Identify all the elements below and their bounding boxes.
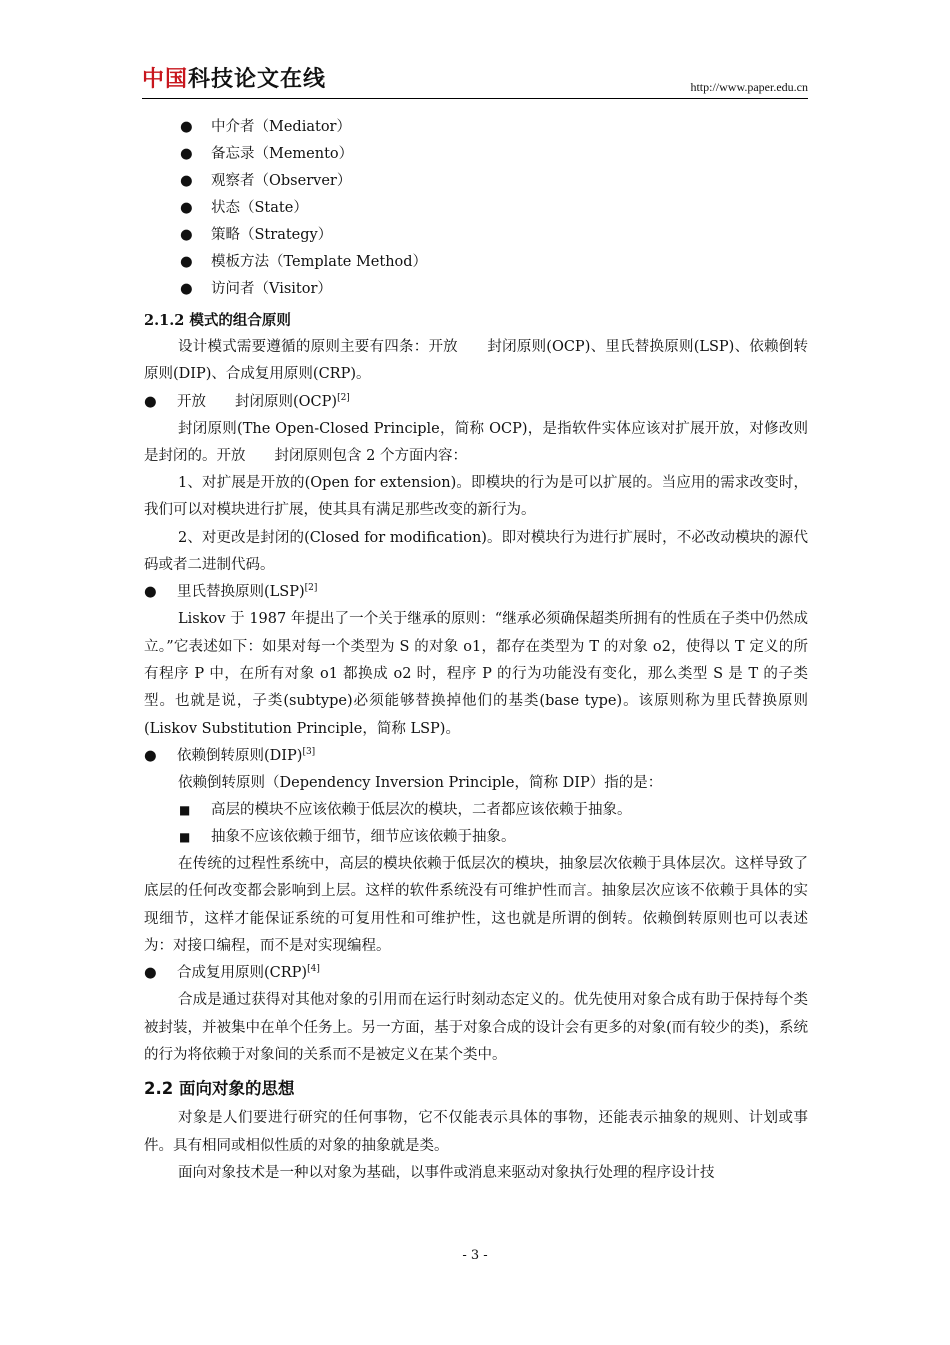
list-item: ● 策略（Strategy） bbox=[144, 222, 808, 249]
principles-intro: 设计模式需要遵循的原则主要有四条：开放 封闭原则(OCP)、里氏替换原则(LSP)、依赖倒转原则(DIP)、合成复用原则(CRP)。 bbox=[144, 339, 808, 383]
list-item: ● 备忘录（Memento） bbox=[144, 141, 808, 168]
bullet-icon: ● bbox=[144, 747, 157, 764]
bullet-icon: ● bbox=[180, 254, 193, 270]
lsp-heading: ● 里氏替换原则(LSP)[2] bbox=[144, 579, 808, 606]
ocp-heading: ● 开放 封闭原则(OCP)[2] bbox=[144, 389, 808, 416]
bullet-icon: ● bbox=[180, 119, 193, 135]
square-bullet-icon: ■ bbox=[179, 830, 191, 845]
bullet-icon: ● bbox=[180, 146, 193, 162]
page-header bbox=[142, 66, 808, 99]
list-item: ● 观察者（Observer） bbox=[144, 168, 808, 195]
bullet-icon: ● bbox=[144, 965, 157, 982]
list-item: ● 中介者（Mediator） bbox=[144, 114, 808, 141]
logo-black-text: 科技论文在线 bbox=[188, 67, 327, 92]
section-heading-2-2: 2.2 面向对象的思想 bbox=[144, 1079, 295, 1099]
ocp-paragraph-2: 1、对扩展是开放的(Open for extension)。即模块的行为是可以扩展的。当应用的需求改变时，我们可以对模块进行扩展，使其具有满足那些改变的新行为。 bbox=[144, 475, 808, 519]
oo-paragraph-1: 对象是人们要进行研究的任何事物，它不仅能表示具体的事物，还能表示抽象的规则、计划或事件。具有相同或相似性质的对象的抽象就是类。 bbox=[144, 1110, 808, 1154]
bullet-icon: ● bbox=[180, 227, 193, 243]
logo-red-text: 中国 bbox=[142, 67, 189, 92]
citation-ref[interactable]: [3] bbox=[302, 747, 316, 758]
page-number: - 3 - bbox=[462, 1248, 488, 1263]
list-item: ● 模板方法（Template Method） bbox=[144, 249, 808, 276]
page-content bbox=[144, 114, 808, 1187]
ocp-paragraph-3: 2、对更改是封闭的(Closed for modification)。即对模块行为进行扩展时，不必改动模块的源代码或者二进制代码。 bbox=[144, 529, 808, 574]
dip-heading: ● 依赖倒转原则(DIP)[3] bbox=[144, 743, 808, 770]
citation-ref[interactable]: [2] bbox=[337, 392, 350, 403]
list-item: ● 状态（State） bbox=[144, 195, 808, 222]
crp-paragraph: 合成是通过获得对其他对象的引用而在运行时刻动态定义的。优先使用对象合成有助于保持每个类被封装，并被集中在单个任务上。另一方面，基于对象合成的设计会有更多的对象(而有较少的类)，系统的行为将依赖于对象间的关系而不是被定义在某个类中。 bbox=[144, 992, 808, 1063]
list-item: ● 访问者（Visitor） bbox=[144, 276, 808, 303]
header-url[interactable]: http://www.paper.edu.cn bbox=[690, 80, 808, 94]
section-heading-2-1-2: 2.1.2 模式的组合原则 bbox=[144, 312, 291, 329]
dip-paragraph-1: 依赖倒转原则（Dependency Inversion Principle，简称 DIP）指的是： bbox=[178, 774, 663, 791]
bullet-icon: ● bbox=[180, 200, 193, 216]
citation-ref[interactable]: [2] bbox=[304, 583, 318, 594]
ocp-paragraph-1: 封闭原则(The Open-Closed Principle，简称 OCP)，是指软件实体应该对扩展开放，对修改则是封闭的。开放 封闭原则包含 2 个方面内容： bbox=[144, 420, 808, 464]
behavioral-pattern-list bbox=[144, 114, 808, 303]
dip-sub-item: ■ 抽象不应该依赖于细节，细节应该依赖于抽象。 bbox=[144, 824, 808, 851]
square-bullet-icon: ■ bbox=[179, 803, 191, 818]
dip-sub-item: ■ 高层的模块不应该依赖于低层次的模块，二者都应该依赖于抽象。 bbox=[144, 797, 808, 824]
citation-ref[interactable]: [4] bbox=[307, 964, 320, 975]
crp-heading: ● 合成复用原则(CRP)[4] bbox=[144, 960, 808, 987]
journal-logo bbox=[142, 66, 326, 94]
bullet-icon: ● bbox=[144, 584, 157, 601]
bullet-icon: ● bbox=[180, 281, 193, 297]
lsp-paragraph: Liskov 于 1987 年提出了一个关于继承的原则：“继承必须确保超类所拥有的性质在子类中仍然成立。”它表述如下：如果对每一个类型为 S 的对象 o1，都存在类型为 T 的对象 o2，使得以 T 定义的所有程序 P 中，在所有对象 o1 都换成 o2 时，程序 P 的行为功能没有变化，那么类型 S 是 T 的子类型。也就是说，子类(subtype)必须能够替换掉他们的基类(base type)。该原则称为里氏替换原则(Liskov Substitution Principle，简称 LSP)。 bbox=[144, 611, 808, 737]
bullet-icon: ● bbox=[144, 393, 157, 410]
dip-paragraph-2: 在传统的过程性系统中，高层的模块依赖于低层次的模块，抽象层次依赖于具体层次。这样导致了底层的任何改变都会影响到上层。这样的软件系统没有可维护性而言。抽象层次应该不依赖于具体的实现细节，这样才能保证系统的可复用性和可维护性，这也就是所谓的倒转。依赖倒转原则也可以表述为：对接口编程，而不是对实现编程。 bbox=[144, 856, 808, 955]
bullet-icon: ● bbox=[180, 173, 193, 189]
oo-paragraph-2: 面向对象技术是一种以对象为基础，以事件或消息来驱动对象执行处理的程序设计技 bbox=[178, 1164, 715, 1181]
